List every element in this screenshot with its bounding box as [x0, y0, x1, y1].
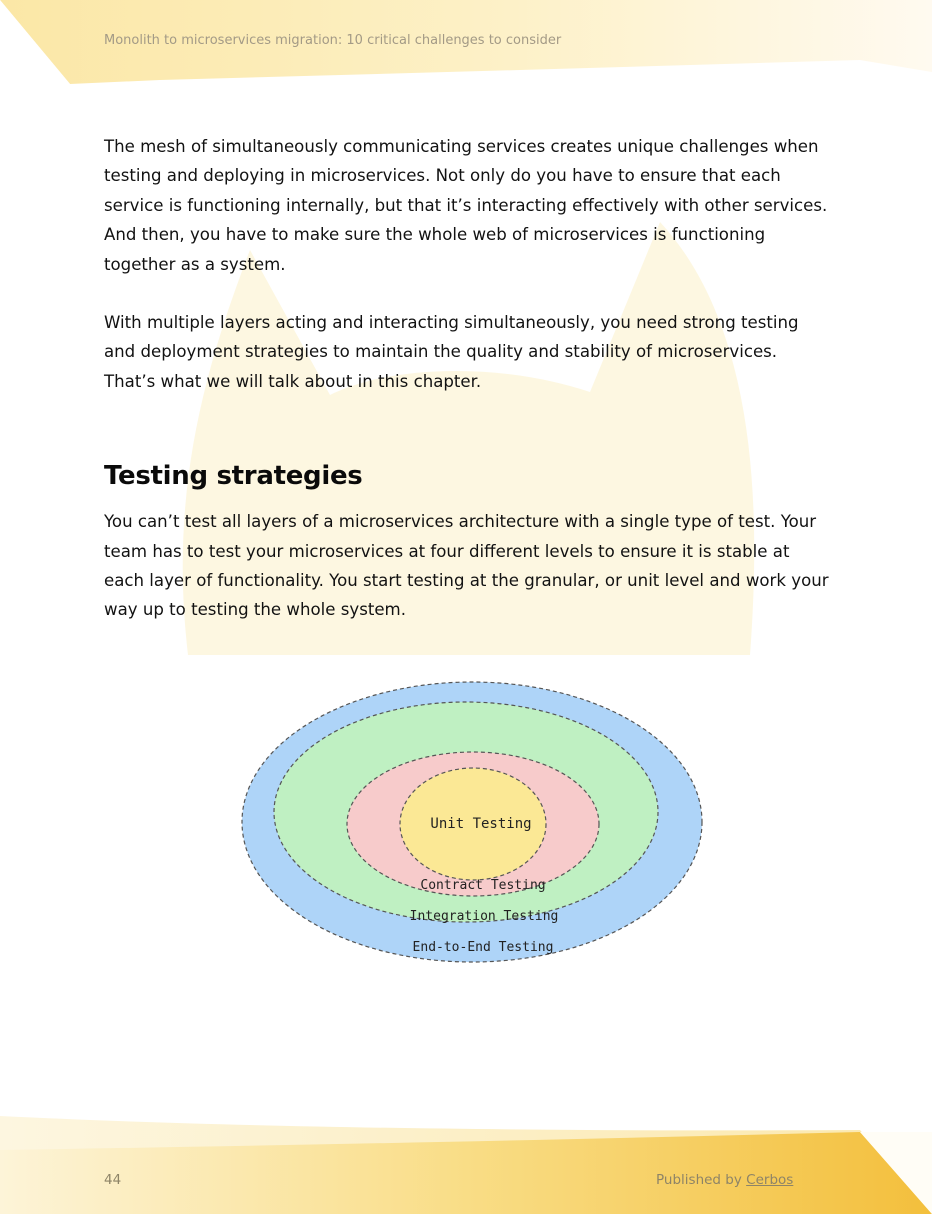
intro-paragraph: The mesh of simultaneously communicating services creates unique challenges when testing and deploying in microservices. Not only do you have to ensure that each service is functioning internally, but that it’s interacting effectively with other services. And then, you have to make sure the whole web of microservices is functioning together as a system.	[104, 137, 828, 274]
section-heading: Testing strategies	[104, 461, 363, 492]
document-header-title: Monolith to microservices migration: 10 critical challenges to consider	[104, 33, 562, 48]
label-integration-testing: Integration Testing	[409, 909, 559, 924]
published-by-text: Published by	[656, 1172, 742, 1188]
publisher-credit	[656, 1172, 793, 1188]
publisher-link[interactable]: Cerbos	[746, 1172, 794, 1188]
label-end-to-end-testing: End-to-End Testing	[412, 940, 554, 955]
label-unit-testing: Unit Testing	[430, 816, 532, 832]
section-paragraph: You can’t test all layers of a microservices architecture with a single type of test. Your team has to test your microservices at four different levels to ensure it is stable at each layer of functionality. You start testing at the granular, or unit level and work your way up to testing the whole system.	[104, 512, 829, 620]
label-contract-testing: Contract Testing	[420, 878, 546, 893]
intro-paragraph-2: With multiple layers acting and interacting simultaneously, you need strong testing and deployment strategies to maintain the quality and stability of microservices. That’s what we will talk about in this chapter.	[104, 313, 799, 391]
page-number: 44	[104, 1172, 122, 1188]
page-content	[104, 132, 832, 625]
testing-layers-diagram	[232, 672, 712, 972]
